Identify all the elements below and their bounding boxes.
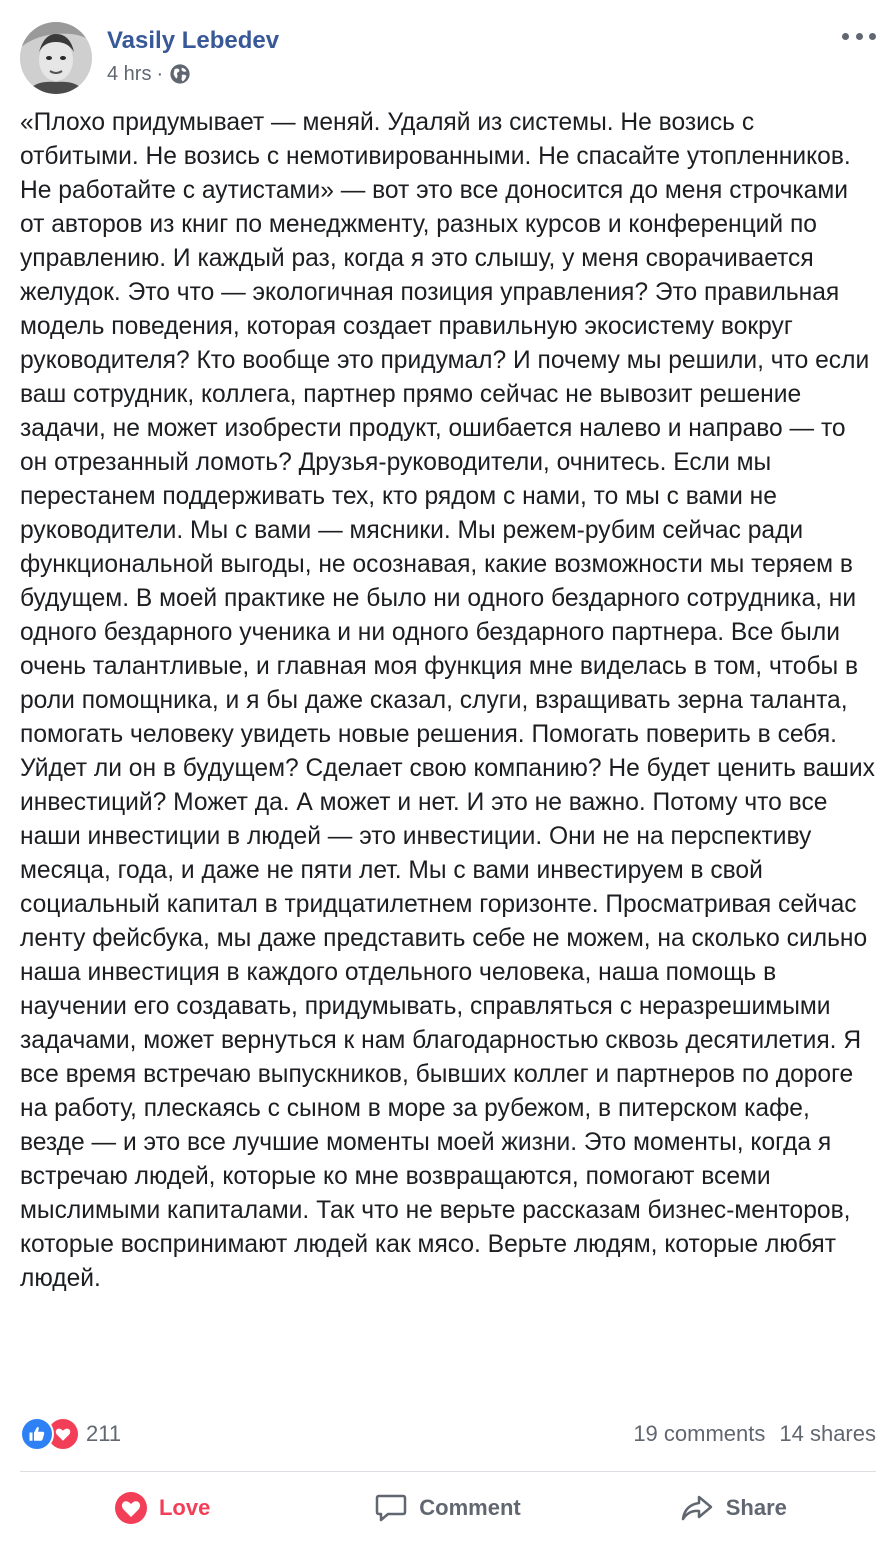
post-stats <box>633 1414 876 1454</box>
post-meta <box>107 62 191 86</box>
avatar-photo-icon <box>20 22 92 94</box>
more-options-icon[interactable] <box>842 26 876 46</box>
post-body-text: «Плохо придумывает — меняй. Удаляй из системы. Не возись с отбитыми. Не возись с немотивированными. Не спасайте утопленников. Не работайте с аутистами» — вот это все доносится до меня строчками от авторов из книг по менеджменту, разных курсов и конференций по управлению. И каждый раз, когда я это слышу, у меня сворачивается желудок. Это что — экологичная позиция управления? Это правильная модель поведения, которая создает правильную экосистему вокруг руководителя? Кто вообще это придумал? И почему мы решили, что если ваш сотрудник, коллега, партнер прямо сейчас не вывозит решение задачи, не может изобрести продукт, ошибается налево и направо — то он отрезанный ломоть? Друзья-руководители, очнитесь. Если мы перестанем поддерживать тех, кто рядом с нами, то мы с вами не руководители. Мы с вами — мясники. Мы режем-рубим сейчас ради функциональной выгоды, не осознавая, какие возможности мы теряем в будущем. В моей практике не было ни одного бездарного сотрудника, ни одного бездарного ученика и ни одного бездарного партнера. Все были очень талантливые, и главная моя функция мне виделась в том, чтобы в роли помощника, и я бы даже сказал, слуги, взращивать зерна таланта, помогать человеку увидеть новые решения. Помогать поверить в себя. Уйдет ли он в будущем? Сделает свою компанию? Не будет ценить ваших инвестиций? Может да. А может и нет. И это не важно. Потому что все наши инвестиции в людей — это инвестиции. Они не на перспективу месяца, года, и даже не пяти лет. Мы с вами инвестируем в свой социальный капитал в тридцатилетнем горизонте. Просматривая сейчас ленту фейсбука, мы даже представить себе не можем, на сколько сильно наша инвестиция в каждого отдельного человека, наша помощь в научении его создавать, придумывать, справляться с неразрешимыми задачами, может вернуться к нам благодарностью сквозь десятилетия. Я все время встречаю выпускников, бывших коллег и партнеров по дороге на работу, плескаясь с сыном в море за рубежом, в питерском кафе, везде — и это все лучшие моменты моей жизни. Это моменты, когда я встречаю людей, которые ко мне возвращаются, помогают всеми мыслимыми капиталами. Так что не верьте рассказам бизнес-менторов, которые воспринимают людей как мясо. Верьте людям, которые любят людей. <box>20 109 875 1292</box>
shares-count-link[interactable]: 14 shares <box>779 1421 876 1446</box>
comment-button[interactable] <box>305 1478 590 1538</box>
love-reaction-icon <box>115 1492 147 1524</box>
share-button-label: Share <box>725 1495 787 1520</box>
author-name-link[interactable]: Vasily Lebedev <box>107 27 280 54</box>
reaction-count: 211 <box>86 1421 122 1446</box>
comment-button-label: Comment <box>419 1495 521 1520</box>
share-button[interactable] <box>591 1478 876 1538</box>
comments-count-link[interactable]: 19 comments <box>633 1421 766 1446</box>
like-icon <box>20 1417 54 1451</box>
comment-bubble-icon <box>375 1493 407 1523</box>
love-button-label: Love <box>158 1495 211 1520</box>
divider <box>20 1471 876 1472</box>
love-button[interactable] <box>20 1478 305 1538</box>
meta-separator: · <box>156 63 164 85</box>
share-arrow-icon <box>680 1493 714 1523</box>
author-avatar[interactable] <box>20 22 92 94</box>
reactions-summary[interactable] <box>20 1414 121 1454</box>
post-action-bar <box>20 1478 876 1538</box>
post-timestamp[interactable]: 4 hrs <box>107 63 152 85</box>
post-header <box>20 20 876 92</box>
globe-icon[interactable] <box>169 63 191 85</box>
